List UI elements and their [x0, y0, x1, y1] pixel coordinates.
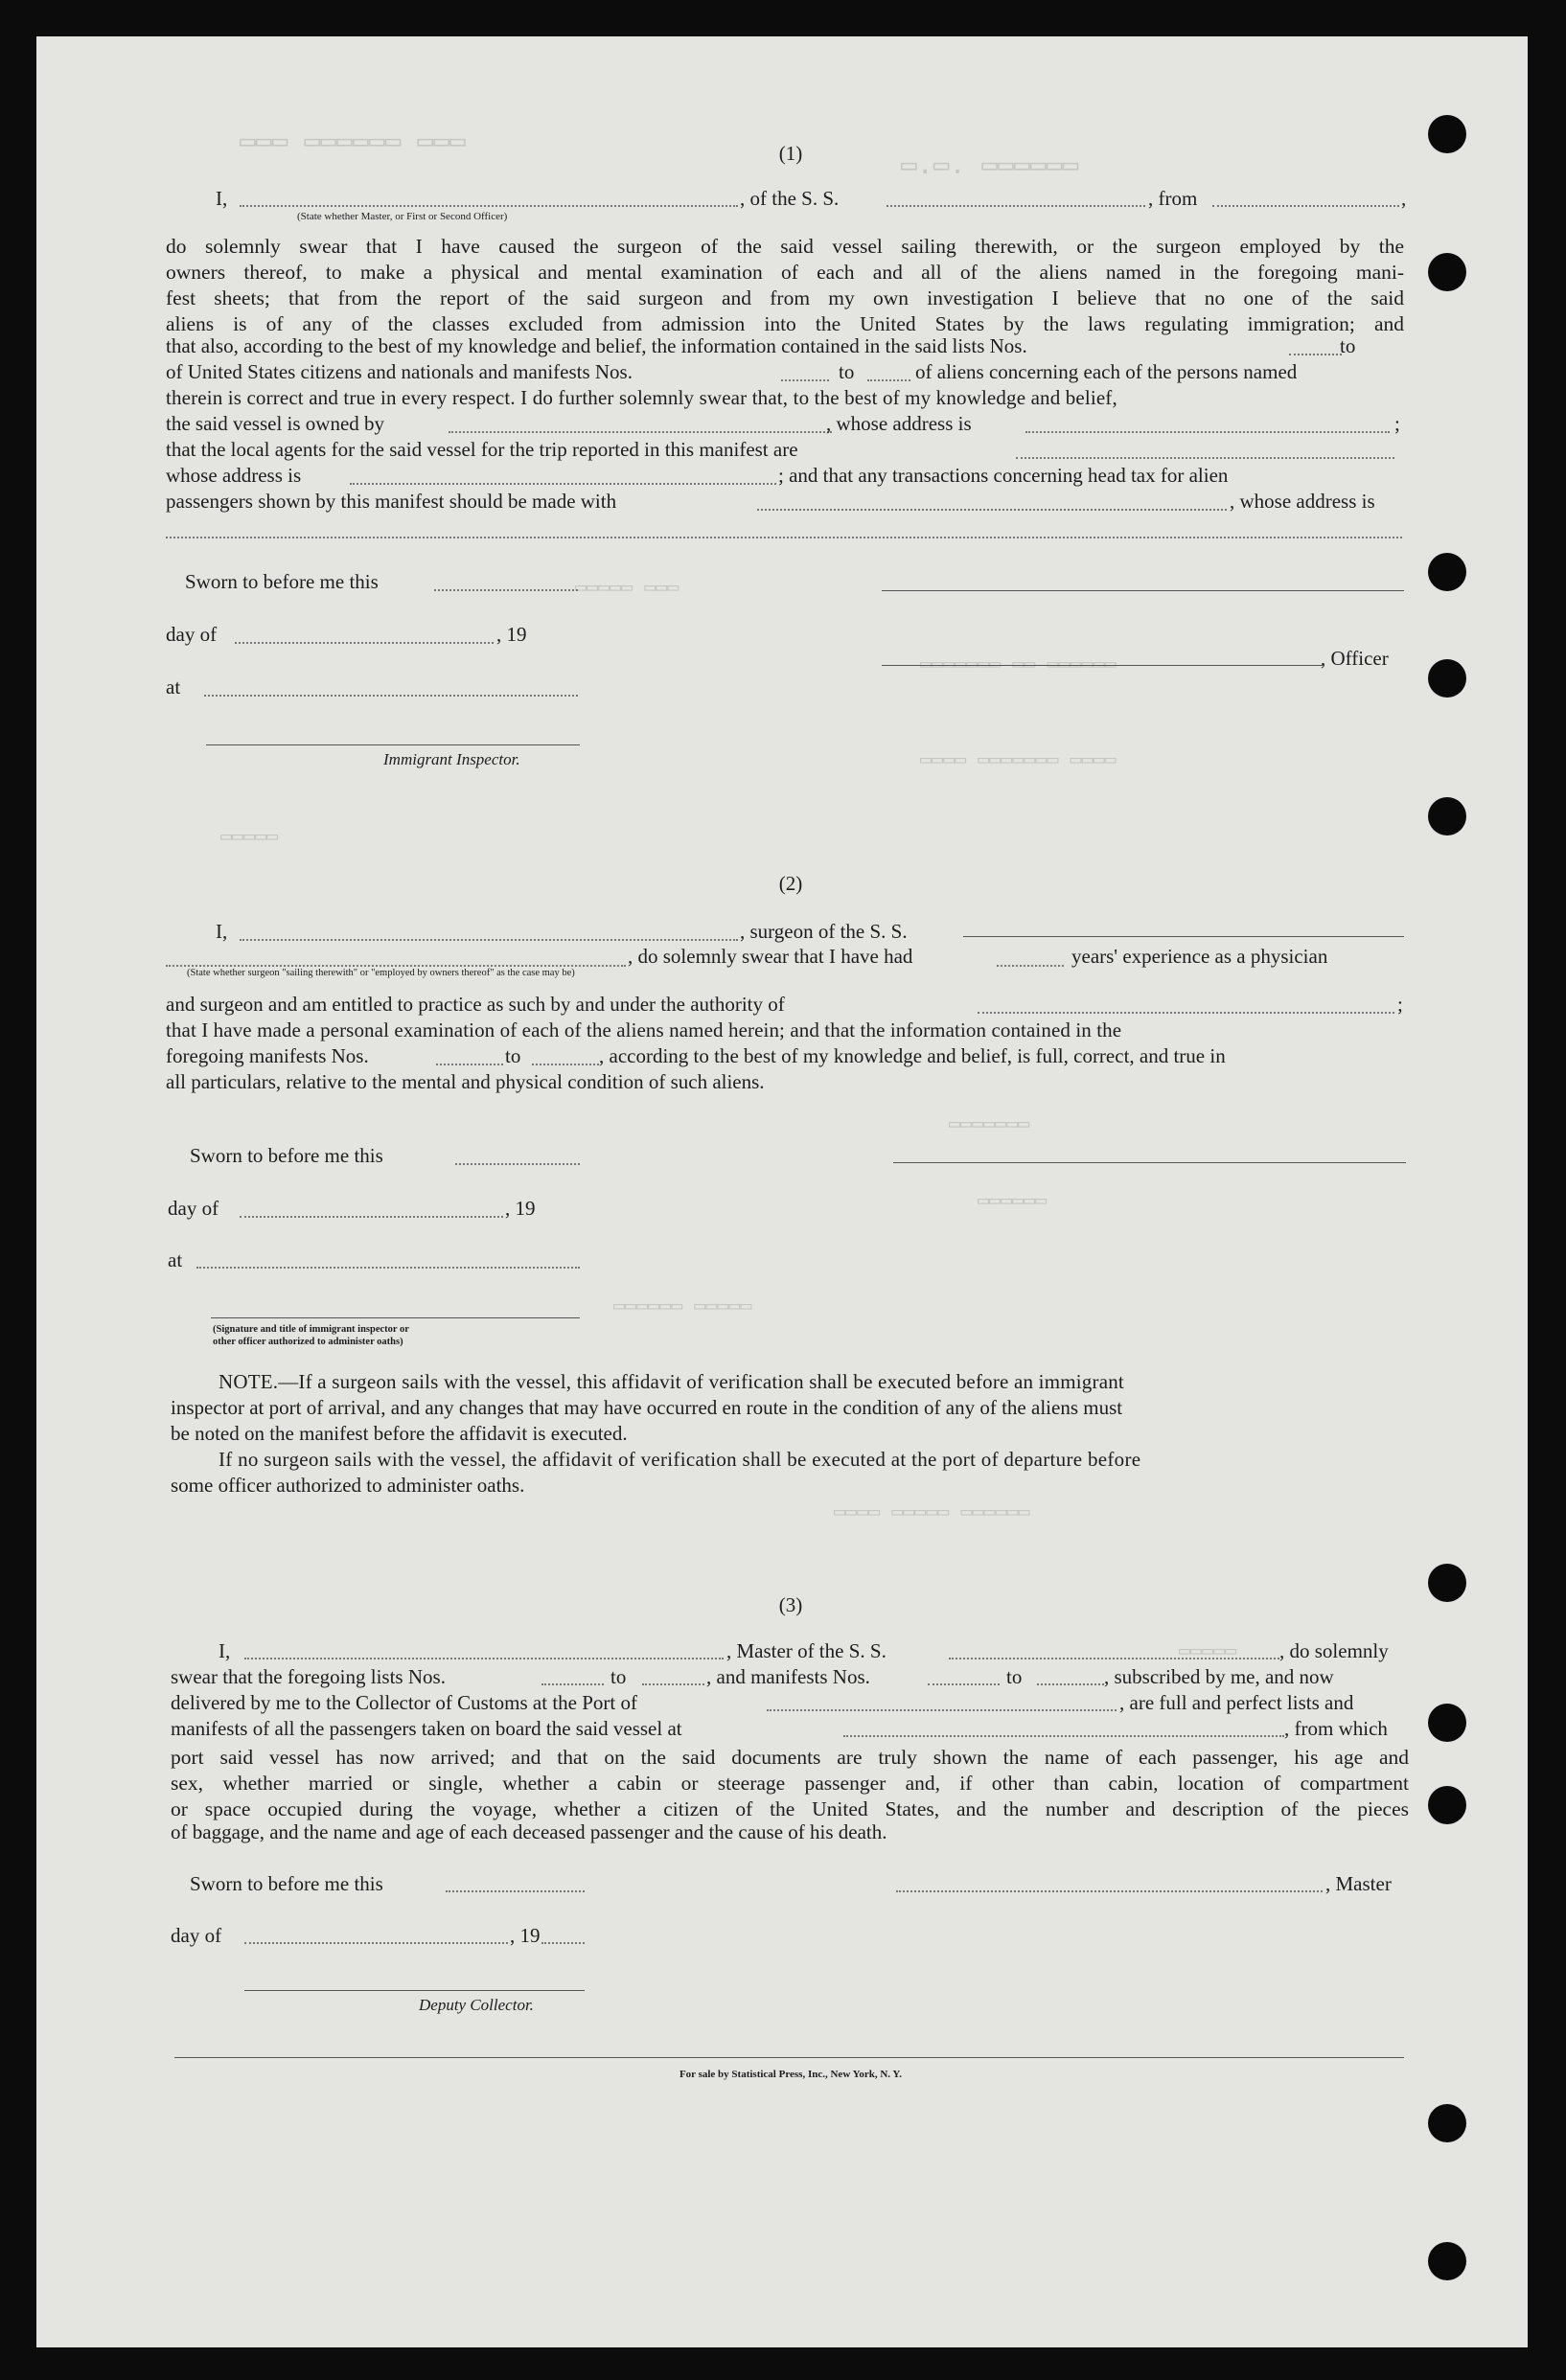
s2-surgeon-signature-line[interactable]: [893, 1162, 1406, 1163]
s2-line-b: that I have made a personal examination of each of the aliens named herein; and that the information contained in the: [166, 1018, 1122, 1041]
s1-month-field[interactable]: [235, 642, 494, 644]
s3-line-2b: to: [610, 1665, 627, 1688]
s2-sworn-day-field[interactable]: [455, 1163, 580, 1165]
s1-place-field[interactable]: [204, 695, 578, 697]
s1-inspector-label: Immigrant Inspector.: [383, 750, 520, 768]
bleed-through-mark: ▭▭▭▭▭ ▭▭▭: [575, 575, 679, 598]
s2-do-swear: , do solemnly swear that I have had: [628, 945, 913, 968]
section-2-number: (2): [778, 872, 803, 895]
s2-sworn: Sworn to before me this: [190, 1144, 383, 1167]
punch-hole: [1428, 1786, 1466, 1824]
s2-surgeon-of: , surgeon of the S. S.: [740, 920, 908, 943]
s1-headtax-field[interactable]: [757, 509, 1227, 511]
s3-line-2d: to: [1006, 1665, 1023, 1688]
s1-whose-address: , whose address is: [826, 412, 972, 435]
bleed-through-mark: ▭▭▭▭▭▭ ▭▭▭▭▭: [613, 1293, 752, 1316]
bleed-through-mark: ▭▭▭▭ ▭▭▭▭▭ ▭▭▭▭▭▭: [834, 1499, 1030, 1522]
s2-line-c1: foregoing manifests Nos.: [166, 1044, 369, 1067]
s1-ship-field[interactable]: [887, 205, 1145, 207]
s1-to: to: [1340, 334, 1356, 357]
s1-from: , from: [1148, 187, 1198, 210]
bleed-through-mark: ▭▭▭▭▭▭▭ ▭▭ ▭▭▭▭▭▭: [920, 652, 1117, 675]
s2-month-field[interactable]: [240, 1216, 503, 1218]
punch-hole: [1428, 2104, 1466, 2142]
s1-manifests-from-field[interactable]: [781, 379, 829, 381]
s1-semicolon: ;: [1394, 412, 1400, 435]
s3-line-3a: delivered by me to the Collector of Customs at the Port of: [171, 1691, 637, 1714]
s1-line: owners thereof, to make a physical and mental examination of each and all of the aliens named in the foregoing mani-: [166, 261, 1404, 284]
section-3-number: (3): [778, 1593, 803, 1616]
bleed-through-mark: ▭▭▭ ▭▭▭▭▭▭ ▭▭▭: [240, 125, 467, 156]
s2-note-4: If no surgeon sails with the vessel, the affidavit of verification shall be executed at the port of departure before: [219, 1448, 1141, 1471]
s3-sworn-day-field[interactable]: [446, 1890, 585, 1892]
s1-of-ss: , of the S. S.: [740, 187, 840, 210]
s1-line: passengers shown by this manifest should be made with: [166, 490, 617, 513]
s3-collector-signature-line[interactable]: [244, 1990, 585, 1991]
s1-officer-label: , Officer: [1321, 647, 1389, 670]
punch-hole: [1428, 1704, 1466, 1742]
s2-line-c2: to: [505, 1044, 521, 1067]
s2-note-1: NOTE.—If a surgeon sails with the vessel, this affidavit of verification shall be executed before an immigrant: [219, 1370, 1124, 1393]
s3-port-field[interactable]: [767, 1709, 1117, 1711]
s3-departure-port-field[interactable]: [843, 1735, 1284, 1737]
punch-hole: [1428, 659, 1466, 698]
s1-manifests-to-field[interactable]: [867, 379, 910, 381]
s3-line: of baggage, and the name and age of each deceased passenger and the cause of his death.: [171, 1820, 887, 1843]
s1-transactions: ; and that any transactions concerning head tax for alien: [778, 464, 1229, 487]
bleed-through-mark: ▭▭▭▭▭: [1179, 1638, 1237, 1661]
punch-hole: [1428, 553, 1466, 591]
s3-line: or space occupied during the voyage, whether a citizen of the United States, and the number and description of the pieces: [171, 1797, 1409, 1820]
s2-semicolon: ;: [1397, 993, 1403, 1016]
punch-hole: [1428, 2242, 1466, 2280]
s2-note-5: some officer authorized to administer oaths.: [171, 1474, 525, 1497]
footer-printer-note: For sale by Statistical Press, Inc., New York, N. Y.: [679, 2069, 903, 2080]
s3-line-4a: manifests of all the passengers taken on board the said vessel at: [171, 1717, 682, 1740]
s1-line: that the local agents for the said vessel for the trip reported in this manifest are: [166, 438, 798, 461]
punch-hole: [1428, 253, 1466, 291]
s3-lists-from-field[interactable]: [541, 1683, 604, 1685]
s3-line-4b: , from which: [1284, 1717, 1388, 1740]
s2-capacity-label: (State whether surgeon "sailing therewith" or "employed by owners thereof" as the case may be): [187, 968, 575, 978]
s3-master-of: , Master of the S. S.: [726, 1639, 887, 1662]
s3-manifests-to-field[interactable]: [1037, 1683, 1104, 1685]
s1-from-field[interactable]: [1212, 205, 1399, 207]
s3-i: I,: [219, 1639, 231, 1662]
bleed-through-mark: ▭▭▭▭▭▭▭: [949, 1111, 1030, 1134]
s1-agents-field[interactable]: [1016, 457, 1394, 459]
section-1-number: (1): [778, 142, 803, 165]
s1-owner-field[interactable]: [449, 431, 832, 433]
s2-inspector-signature-line[interactable]: [211, 1317, 580, 1318]
s1-oath-paragraph: [166, 234, 1404, 337]
s2-capacity-field[interactable]: [166, 965, 626, 967]
s3-year: , 19: [510, 1924, 541, 1947]
s1-owner-address-field[interactable]: [1025, 431, 1390, 433]
s1-line: the said vessel is owned by: [166, 412, 385, 435]
s3-line-2a: swear that the foregoing lists Nos.: [171, 1665, 446, 1688]
s3-line-3b: , are full and perfect lists and: [1119, 1691, 1354, 1714]
s2-note-3: be noted on the manifest before the affidavit is executed.: [171, 1422, 628, 1445]
s1-officer-title-line[interactable]: [882, 665, 1323, 666]
s3-manifests-from-field[interactable]: [928, 1683, 1000, 1685]
punch-hole: [1428, 797, 1466, 835]
s1-line: of United States citizens and nationals and manifests Nos.: [166, 360, 633, 383]
s1-at: at: [166, 675, 181, 698]
s1-officer-signature-line[interactable]: [882, 590, 1404, 591]
s3-oath-paragraph: [171, 1745, 1409, 1822]
s2-signature-label-2: other officer authorized to administer oaths): [213, 1337, 403, 1347]
s1-sworn-day-field[interactable]: [434, 589, 578, 591]
s1-line: that also, according to the best of my knowledge and belief, the information contained in the said lists Nos.: [166, 334, 1027, 357]
s1-headtax-address-field[interactable]: [166, 537, 1402, 538]
s1-inspector-signature-line[interactable]: [206, 744, 580, 745]
s2-line-a: and surgeon and am entitled to practice as such by and under the authority of: [166, 993, 785, 1016]
s3-ship-field[interactable]: [949, 1658, 1279, 1659]
s2-manifests-from-field[interactable]: [436, 1064, 503, 1065]
s2-surgeon-name-field[interactable]: [240, 939, 738, 941]
s2-years: years' experience as a physician: [1071, 945, 1328, 968]
s1-agents-address-field[interactable]: [350, 483, 776, 485]
s3-deputy-label: Deputy Collector.: [419, 1996, 534, 2014]
s3-master-label: , Master: [1325, 1872, 1392, 1895]
s2-place-field[interactable]: [196, 1267, 580, 1269]
s2-signature-label-1: (Signature and title of immigrant inspector or: [213, 1324, 409, 1335]
s2-line-d: all particulars, relative to the mental and physical condition of such aliens.: [166, 1070, 765, 1093]
punch-hole: [1428, 1564, 1466, 1602]
s1-to-2: to: [839, 360, 855, 383]
s1-line: do solemnly swear that I have caused the surgeon of the said vessel sailing therewith, or the surgeon employed by the: [166, 235, 1404, 258]
s2-i: I,: [216, 920, 228, 943]
s3-line: port said vessel has now arrived; and that on the said documents are truly shown the name of each passenger, his age and: [171, 1746, 1409, 1769]
s1-whose-address-2: , whose address is: [1230, 490, 1375, 513]
punch-hole: [1428, 115, 1466, 153]
s2-line-c3: , according to the best of my knowledge and belief, is full, correct, and true in: [599, 1044, 1226, 1067]
s3-line: sex, whether married or single, whether a cabin or steerage passenger and, if other than cabin, location of compartment: [171, 1772, 1409, 1795]
s3-line-2c: , and manifests Nos.: [706, 1665, 870, 1688]
s1-lists-from-field[interactable]: [1289, 354, 1342, 355]
s1-line: therein is correct and true in every respect. I do further solemnly swear that, to the best of my knowledge and belief,: [166, 386, 1117, 409]
s1-of-aliens: of aliens concerning each of the persons named: [915, 360, 1298, 383]
s3-master-signature-field[interactable]: [896, 1890, 1323, 1892]
bleed-through-mark: ▭.▭. ▭▭▭▭▭▭: [901, 149, 1079, 180]
s1-day-of: day of: [166, 623, 218, 646]
s3-month-field[interactable]: [244, 1942, 508, 1944]
s2-years-field[interactable]: [997, 965, 1064, 967]
s3-do-solemnly: , do solemnly: [1279, 1639, 1389, 1662]
s2-manifests-to-field[interactable]: [532, 1064, 599, 1065]
bleed-through-mark: ▭▭▭▭ ▭▭▭▭▭▭▭ ▭▭▭▭: [920, 747, 1117, 770]
s1-line: fest sheets; that from the report of the said surgeon and from my own investigation I believe that no one of the said: [166, 286, 1404, 309]
s1-officer-field[interactable]: [240, 205, 738, 207]
s2-at: at: [168, 1248, 183, 1271]
s2-year: , 19: [505, 1197, 536, 1220]
s1-line: aliens is of any of the classes excluded from admission into the United States by the laws regulating immigration; and: [166, 312, 1404, 335]
s3-line-2e: , subscribed by me, and now: [1104, 1665, 1334, 1688]
s3-lists-to-field[interactable]: [642, 1683, 704, 1685]
s3-master-name-field[interactable]: [244, 1658, 724, 1659]
s1-sworn: Sworn to before me this: [185, 570, 379, 593]
s3-day-of: day of: [171, 1924, 222, 1947]
s2-note-2: inspector at port of arrival, and any changes that may have occurred en route in the condition of any of the aliens must: [171, 1396, 1123, 1419]
s2-day-of: day of: [168, 1197, 219, 1220]
s1-year: , 19: [496, 623, 527, 646]
s1-comma: ,: [1401, 187, 1407, 210]
s1-officer-label: (State whether Master, or First or Second Officer): [297, 211, 508, 222]
s3-sworn: Sworn to before me this: [190, 1872, 383, 1895]
s3-year-field[interactable]: [541, 1942, 585, 1944]
s1-i: I,: [216, 187, 228, 210]
s2-ship-field[interactable]: [963, 936, 1404, 937]
footer-rule: [174, 2057, 1404, 2058]
s1-line: whose address is: [166, 464, 302, 487]
bleed-through-mark: ▭▭▭▭▭▭: [978, 1188, 1048, 1211]
bleed-through-mark: ▭▭▭▭▭: [220, 824, 279, 847]
s2-authority-field[interactable]: [978, 1012, 1394, 1014]
